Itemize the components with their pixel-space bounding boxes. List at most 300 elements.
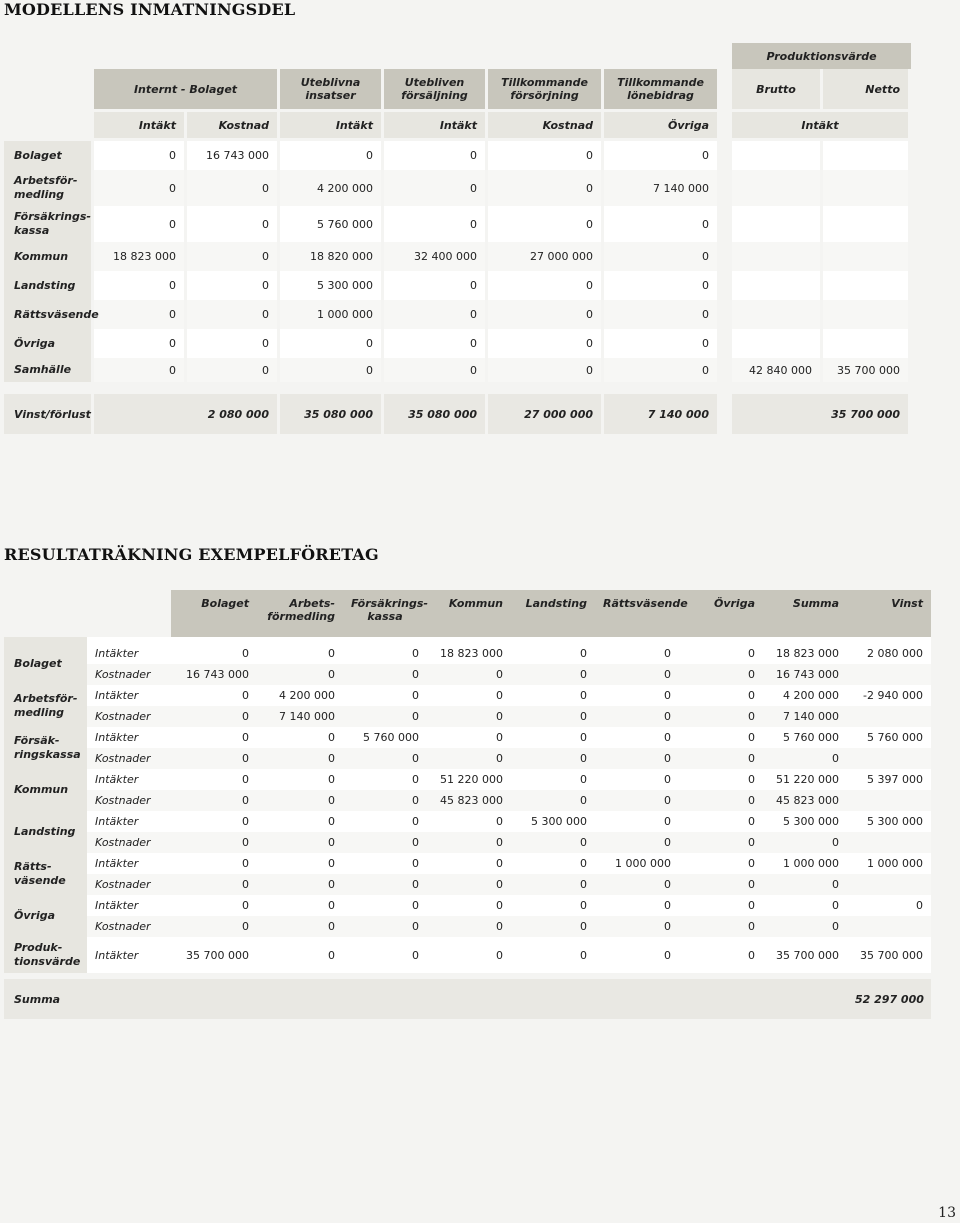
row-kind: Intäkter <box>87 637 171 664</box>
value-cell: 16 743 000 <box>187 141 280 170</box>
value-cell: 0 <box>427 748 511 769</box>
col-forsakringskassa: Försäkrings- kassa <box>343 590 427 637</box>
table-row <box>4 141 911 170</box>
value-cell: 0 <box>94 141 187 170</box>
value-cell <box>732 206 823 242</box>
value-cell: 0 <box>595 811 679 832</box>
subheader-intakt: Intäkt <box>732 112 911 141</box>
value-cell: 0 <box>427 706 511 727</box>
header-internt-bolaget: Internt - Bolaget <box>94 69 280 112</box>
row-label-line: Bolaget <box>14 148 62 162</box>
value-cell: 0 <box>511 937 595 973</box>
value-cell: 0 <box>595 664 679 685</box>
total-value: 35 080 000 <box>384 394 488 434</box>
value-cell: 0 <box>595 790 679 811</box>
value-cell: 0 <box>511 748 595 769</box>
row-kind: Kostnader <box>87 664 171 685</box>
value-cell: 5 760 000 <box>847 727 931 748</box>
value-cell: 0 <box>343 937 427 973</box>
value-cell: 0 <box>595 832 679 853</box>
value-cell: 0 <box>171 769 257 790</box>
value-cell: 0 <box>679 937 763 973</box>
row-label-line: kassa <box>14 224 50 237</box>
value-cell: 0 <box>511 832 595 853</box>
col-ovriga: Övriga <box>679 590 763 637</box>
value-cell: 0 <box>847 895 931 916</box>
row-label <box>4 271 94 300</box>
value-cell: 0 <box>679 874 763 895</box>
subheader-intakt: Intäkt <box>384 112 488 141</box>
value-cell: 0 <box>427 685 511 706</box>
total-value: 27 000 000 <box>488 394 604 434</box>
col-rattsvasende: Rättsväsende <box>595 590 679 637</box>
subheader-kostnad: Kostnad <box>187 112 280 141</box>
table-row <box>4 769 931 790</box>
value-cell: 0 <box>604 300 720 329</box>
value-cell: 0 <box>280 358 384 382</box>
value-cell: 0 <box>595 706 679 727</box>
value-cell: 0 <box>595 769 679 790</box>
value-cell: 0 <box>187 358 280 382</box>
value-cell: 45 823 000 <box>427 790 511 811</box>
value-cell: 1 000 000 <box>763 853 847 874</box>
value-cell: 18 823 000 <box>94 242 187 271</box>
value-cell: 0 <box>511 664 595 685</box>
row-label <box>4 300 99 329</box>
value-cell: 0 <box>679 895 763 916</box>
value-cell: 1 000 000 <box>595 853 679 874</box>
value-cell: 0 <box>94 206 187 242</box>
group-label-line: ringskassa <box>14 748 81 761</box>
value-cell: 7 140 000 <box>604 170 720 206</box>
header-tillkommande-forsorjning: Tillkommande försörjning <box>488 69 604 112</box>
value-cell: 5 300 000 <box>763 811 847 832</box>
value-cell: 27 000 000 <box>488 242 604 271</box>
summa-row <box>4 979 931 1019</box>
value-cell: 0 <box>384 206 488 242</box>
table-row <box>4 358 911 382</box>
value-cell: 0 <box>595 637 679 664</box>
value-cell: 5 760 000 <box>343 727 427 748</box>
value-cell: 0 <box>511 895 595 916</box>
group-label <box>4 769 87 811</box>
value-cell: 0 <box>595 916 679 937</box>
group-label-line: Övriga <box>14 909 56 922</box>
row-label <box>4 170 94 206</box>
group-label-line: tionsvärde <box>14 955 81 968</box>
spacer <box>720 141 732 170</box>
value-cell: 7 140 000 <box>763 706 847 727</box>
value-cell: 0 <box>257 769 343 790</box>
value-cell: 0 <box>427 916 511 937</box>
value-cell: 16 743 000 <box>171 664 257 685</box>
value-cell: 0 <box>257 874 343 895</box>
value-cell: 0 <box>604 329 720 358</box>
value-cell: 0 <box>257 853 343 874</box>
spacer <box>720 300 732 329</box>
value-cell: 0 <box>384 271 488 300</box>
value-cell: 51 220 000 <box>763 769 847 790</box>
value-cell: 0 <box>595 895 679 916</box>
value-cell: 0 <box>171 637 257 664</box>
value-cell <box>732 329 823 358</box>
value-cell: 0 <box>171 853 257 874</box>
value-cell: 0 <box>187 329 280 358</box>
value-cell: 0 <box>384 329 488 358</box>
value-cell: 0 <box>604 242 720 271</box>
value-cell: 0 <box>94 358 187 382</box>
row-label-line: medling <box>14 188 65 201</box>
header-utebliven-forsaljning: Utebliven försäljning <box>384 69 488 112</box>
section-title-resultatrakning: RESULTATRÄKNING EXEMPELFÖRETAG <box>4 545 379 564</box>
value-cell: 0 <box>343 811 427 832</box>
value-cell: 5 397 000 <box>847 769 931 790</box>
col-landsting: Landsting <box>511 590 595 637</box>
header-produktionsvarde: Produktionsvärde <box>732 43 911 69</box>
value-cell: 0 <box>763 874 847 895</box>
value-cell: 51 220 000 <box>427 769 511 790</box>
group-label-line: Kommun <box>14 783 69 796</box>
row-label <box>4 329 94 358</box>
value-cell: 0 <box>257 895 343 916</box>
value-cell: 0 <box>257 748 343 769</box>
value-cell: 0 <box>511 727 595 748</box>
value-cell: 0 <box>343 853 427 874</box>
header-tillkommande-lonebidrag: Tillkommande lönebidrag <box>604 69 720 112</box>
value-cell <box>732 170 823 206</box>
value-cell <box>823 242 911 271</box>
value-cell: 0 <box>604 141 720 170</box>
value-cell: 18 820 000 <box>280 242 384 271</box>
value-cell: 0 <box>595 685 679 706</box>
group-label-line: medling <box>14 706 65 719</box>
value-cell: 0 <box>595 937 679 973</box>
value-cell: 0 <box>604 271 720 300</box>
row-label-line: Landsting <box>14 278 76 292</box>
value-cell: 0 <box>488 271 604 300</box>
value-cell <box>823 170 911 206</box>
value-cell: 4 200 000 <box>257 685 343 706</box>
spacer <box>720 206 732 242</box>
summa-value: 52 297 000 <box>847 979 931 1019</box>
value-cell: 0 <box>171 790 257 811</box>
value-cell: 0 <box>488 206 604 242</box>
value-cell: 0 <box>94 170 187 206</box>
header-uteblivna-insatser: Uteblivna insatser <box>280 69 384 112</box>
value-cell <box>823 329 911 358</box>
value-cell: 0 <box>343 832 427 853</box>
value-cell: 2 080 000 <box>847 637 931 664</box>
value-cell: 0 <box>427 811 511 832</box>
value-cell: 1 000 000 <box>280 300 384 329</box>
value-cell: 4 200 000 <box>280 170 384 206</box>
value-cell: 0 <box>604 358 720 382</box>
value-cell: 42 840 000 <box>732 358 823 382</box>
value-cell: 0 <box>679 685 763 706</box>
group-label-line: Försäk- <box>14 734 60 747</box>
value-cell: 0 <box>343 706 427 727</box>
subheader-kostnad: Kostnad <box>488 112 604 141</box>
value-cell: 0 <box>94 329 187 358</box>
spacer-row <box>4 382 911 394</box>
value-cell: 35 700 000 <box>847 937 931 973</box>
value-cell <box>847 664 931 685</box>
value-cell: 18 823 000 <box>427 637 511 664</box>
value-cell: 0 <box>171 916 257 937</box>
header-brutto: Brutto <box>732 69 823 112</box>
value-cell: 0 <box>679 664 763 685</box>
value-cell <box>847 916 931 937</box>
value-cell: 0 <box>384 300 488 329</box>
value-cell: 0 <box>427 895 511 916</box>
value-cell <box>847 748 931 769</box>
value-cell: 0 <box>171 895 257 916</box>
col-bolaget: Bolaget <box>171 590 257 637</box>
value-cell: 0 <box>171 706 257 727</box>
value-cell: 0 <box>679 748 763 769</box>
row-label-line: Samhälle <box>14 363 72 376</box>
row-label-line: Övriga <box>14 336 56 350</box>
value-cell <box>732 242 823 271</box>
value-cell: 35 700 000 <box>171 937 257 973</box>
group-label <box>4 853 87 895</box>
value-cell: 0 <box>384 141 488 170</box>
value-cell: 5 300 000 <box>280 271 384 300</box>
value-cell: 0 <box>343 769 427 790</box>
value-cell: 0 <box>511 706 595 727</box>
value-cell: 35 700 000 <box>823 358 911 382</box>
table-row <box>4 300 911 329</box>
row-kind: Kostnader <box>87 874 171 895</box>
value-cell: 0 <box>763 832 847 853</box>
table-row <box>4 811 931 832</box>
value-cell: 0 <box>679 853 763 874</box>
row-label-line: Arbetsför- <box>14 174 78 187</box>
total-row <box>4 394 911 434</box>
value-cell: 0 <box>280 329 384 358</box>
group-label <box>4 937 87 973</box>
row-kind: Kostnader <box>87 790 171 811</box>
group-label <box>4 895 87 937</box>
value-cell: 0 <box>763 916 847 937</box>
spacer <box>720 358 732 382</box>
value-cell: -2 940 000 <box>847 685 931 706</box>
value-cell: 0 <box>257 727 343 748</box>
value-cell: 0 <box>511 853 595 874</box>
col-kommun: Kommun <box>427 590 511 637</box>
value-cell: 0 <box>427 874 511 895</box>
value-cell: 0 <box>384 170 488 206</box>
value-cell: 0 <box>763 748 847 769</box>
value-cell: 32 400 000 <box>384 242 488 271</box>
table-row <box>4 874 931 895</box>
value-cell: 0 <box>427 727 511 748</box>
table-row <box>4 916 931 937</box>
value-cell: 0 <box>257 790 343 811</box>
group-label <box>4 727 87 769</box>
table-row <box>4 329 911 358</box>
value-cell: 0 <box>280 141 384 170</box>
value-cell: 0 <box>187 206 280 242</box>
row-kind: Intäkter <box>87 685 171 706</box>
value-cell: 0 <box>187 271 280 300</box>
value-cell: 0 <box>679 769 763 790</box>
header-netto: Netto <box>823 69 911 112</box>
row-label-line: Kommun <box>14 249 69 263</box>
value-cell: 0 <box>343 790 427 811</box>
row-kind: Kostnader <box>87 706 171 727</box>
value-cell: 0 <box>511 874 595 895</box>
subheader-ovriga: Övriga <box>604 112 720 141</box>
table-row <box>4 242 911 271</box>
row-label <box>4 242 94 271</box>
value-cell: 0 <box>679 790 763 811</box>
summa-fill <box>171 979 847 1019</box>
value-cell <box>732 141 823 170</box>
value-cell: 0 <box>427 664 511 685</box>
value-cell: 5 760 000 <box>763 727 847 748</box>
value-cell: 0 <box>343 895 427 916</box>
value-cell: 0 <box>488 141 604 170</box>
value-cell: 0 <box>257 916 343 937</box>
value-cell: 0 <box>595 727 679 748</box>
value-cell: 0 <box>257 637 343 664</box>
row-kind: Kostnader <box>87 832 171 853</box>
table-row <box>4 748 931 769</box>
total-label: Vinst/förlust <box>4 394 94 434</box>
spacer <box>720 329 732 358</box>
table-row <box>4 206 911 242</box>
col-summa: Summa <box>763 590 847 637</box>
value-cell: 0 <box>427 937 511 973</box>
value-cell: 0 <box>171 727 257 748</box>
value-cell: 5 760 000 <box>280 206 384 242</box>
value-cell: 0 <box>94 271 187 300</box>
group-label-line: Rätts- <box>14 860 52 873</box>
row-kind: Intäkter <box>87 769 171 790</box>
group-label-line: väsende <box>14 874 66 887</box>
value-cell <box>823 206 911 242</box>
table-row <box>4 727 931 748</box>
value-cell: 0 <box>171 874 257 895</box>
row-kind: Intäkter <box>87 895 171 916</box>
value-cell: 4 200 000 <box>763 685 847 706</box>
value-cell: 45 823 000 <box>763 790 847 811</box>
value-cell <box>847 832 931 853</box>
value-cell: 0 <box>488 300 604 329</box>
row-label-line: Rättsväsende <box>14 307 99 321</box>
value-cell: 5 300 000 <box>511 811 595 832</box>
value-cell: 0 <box>488 170 604 206</box>
row-label <box>4 141 94 170</box>
value-cell: 0 <box>94 300 187 329</box>
value-cell: 0 <box>763 895 847 916</box>
spacer <box>720 170 732 206</box>
summa-label: Summa <box>4 979 171 1019</box>
group-label-line: Bolaget <box>14 657 62 670</box>
value-cell <box>847 790 931 811</box>
table-row <box>4 685 931 706</box>
value-cell: 0 <box>604 206 720 242</box>
value-cell: 16 743 000 <box>763 664 847 685</box>
value-cell: 0 <box>511 637 595 664</box>
value-cell: 0 <box>171 811 257 832</box>
table-row <box>4 895 931 916</box>
col-arbetsformedling: Arbets- förmedling <box>257 590 343 637</box>
row-kind: Kostnader <box>87 748 171 769</box>
value-cell: 0 <box>343 916 427 937</box>
row-label <box>4 358 94 382</box>
value-cell <box>823 141 911 170</box>
value-cell: 0 <box>343 637 427 664</box>
value-cell: 0 <box>595 874 679 895</box>
value-cell <box>847 706 931 727</box>
value-cell: 0 <box>679 706 763 727</box>
value-cell <box>732 271 823 300</box>
table-row <box>4 637 931 664</box>
spacer <box>720 394 732 434</box>
value-cell: 0 <box>257 832 343 853</box>
value-cell: 0 <box>343 685 427 706</box>
value-cell <box>847 874 931 895</box>
value-cell: 0 <box>257 937 343 973</box>
value-cell: 0 <box>257 811 343 832</box>
value-cell: 0 <box>384 358 488 382</box>
value-cell: 0 <box>427 853 511 874</box>
total-value: 35 700 000 <box>732 394 911 434</box>
row-label-line: Försäkrings- <box>14 210 91 223</box>
value-cell <box>823 271 911 300</box>
total-value: 35 080 000 <box>280 394 384 434</box>
group-label-line: Landsting <box>14 825 76 838</box>
value-cell: 0 <box>488 358 604 382</box>
value-cell: 0 <box>171 832 257 853</box>
row-kind: Intäkter <box>87 811 171 832</box>
value-cell: 0 <box>257 664 343 685</box>
col-vinst: Vinst <box>847 590 931 637</box>
value-cell: 0 <box>343 664 427 685</box>
income-statement-table <box>4 590 931 1019</box>
table-row <box>4 790 931 811</box>
value-cell: 0 <box>488 329 604 358</box>
value-cell: 0 <box>343 874 427 895</box>
table-row <box>4 853 931 874</box>
value-cell: 0 <box>595 748 679 769</box>
value-cell: 0 <box>511 916 595 937</box>
value-cell: 0 <box>427 832 511 853</box>
group-label <box>4 637 87 685</box>
value-cell <box>732 300 823 329</box>
table-row <box>4 937 931 973</box>
total-value: 7 140 000 <box>604 394 720 434</box>
value-cell: 18 823 000 <box>763 637 847 664</box>
table-row <box>4 664 931 685</box>
value-cell: 1 000 000 <box>847 853 931 874</box>
value-cell: 0 <box>343 748 427 769</box>
group-label-line: Produk- <box>14 941 63 954</box>
subheader-intakt: Intäkt <box>280 112 384 141</box>
value-cell: 0 <box>511 685 595 706</box>
table-row <box>4 271 911 300</box>
value-cell: 0 <box>679 916 763 937</box>
spacer <box>720 242 732 271</box>
total-value: 2 080 000 <box>94 394 280 434</box>
subheader-intakt: Intäkt <box>94 112 187 141</box>
value-cell: 0 <box>187 242 280 271</box>
row-kind: Intäkter <box>87 853 171 874</box>
row-kind: Intäkter <box>87 727 171 748</box>
group-label <box>4 685 87 727</box>
